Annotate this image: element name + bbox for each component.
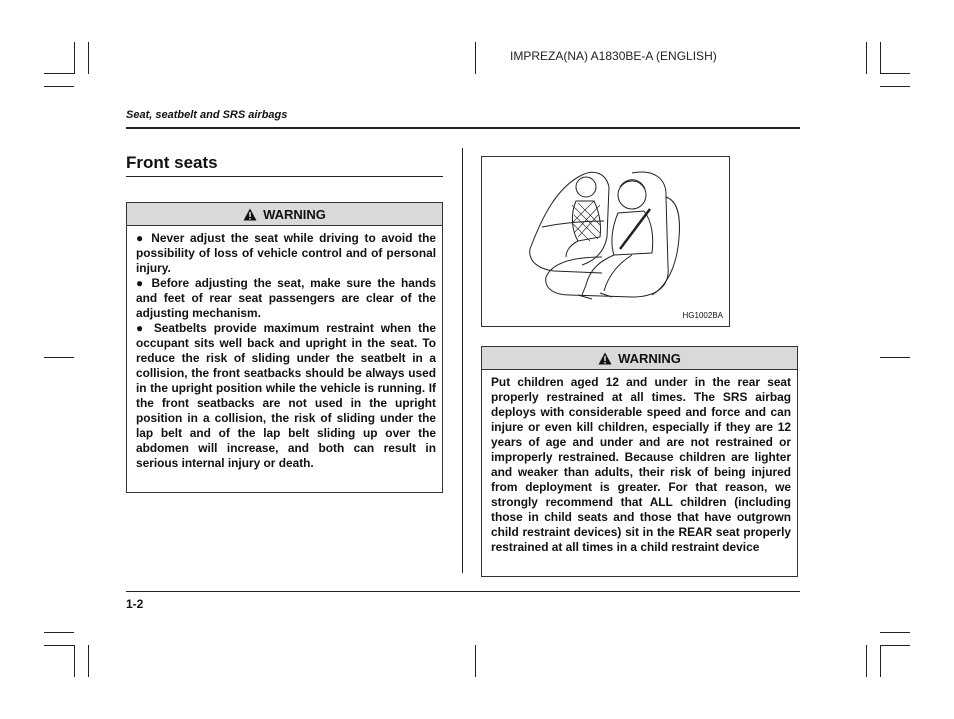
warning-box-seat-adjustment xyxy=(126,202,443,493)
warning-text: Put children aged 12 and under in the rear seat properly restrained at all times. The SRS airbag deploys with considerable speed and force and can injure or even kill children, especially if they are 12 years of age and under and are not restrained or improperly restrained. Because children are lighter and weaker than adults, their risk of being injured from deployment is greater. For that reason, we strongly recommend that ALL children (including those in child seats and those that have outgrown child restraint devices) sit in the REAR seat properly restrained at all times in a child restraint device xyxy=(491,375,791,554)
warning-header xyxy=(482,347,797,370)
warning-heading: WARNING xyxy=(618,350,681,366)
page-number: 1-2 xyxy=(126,597,144,611)
warning-body xyxy=(127,226,442,476)
figure-code: HG1002BA xyxy=(682,311,723,320)
child-seat-illustration xyxy=(482,157,729,326)
warning-item: ● Before adjusting the seat, make sure the hands and feet of rear seat passengers are clear of the adjusting mechanism. xyxy=(136,276,436,320)
warning-header xyxy=(127,203,442,226)
warning-box-children-airbag xyxy=(481,346,798,577)
warning-triangle-icon xyxy=(598,352,612,365)
column-divider xyxy=(462,148,463,573)
warning-heading: WARNING xyxy=(263,206,326,222)
warning-triangle-icon xyxy=(243,208,257,221)
document-code: IMPREZA(NA) A1830BE-A (ENGLISH) xyxy=(510,49,717,63)
page-title: Front seats xyxy=(126,153,218,172)
warning-body xyxy=(482,370,797,560)
figure-child-seat xyxy=(481,156,730,327)
warning-item: ● Seatbelts provide maximum restraint when the occupant sits well back and upright in the seat. To reduce the risk of sliding under the seatbelt in a collision, the front seatbacks should be always used in the upright position while the vehicle is running. If the front seatbacks are not used in the upright position in a collision, the risk of sliding under the lap belt and of the lap belt sliding up over the abdomen will increase, and both can result in serious internal injury or death. xyxy=(136,321,436,470)
header-rule xyxy=(126,127,800,129)
title-rule xyxy=(126,176,443,177)
footer-rule xyxy=(126,591,800,592)
section-label: Seat, seatbelt and SRS airbags xyxy=(126,109,288,121)
warning-item: ● Never adjust the seat while driving to avoid the possibility of loss of vehicle control and of personal injury. xyxy=(136,231,436,275)
